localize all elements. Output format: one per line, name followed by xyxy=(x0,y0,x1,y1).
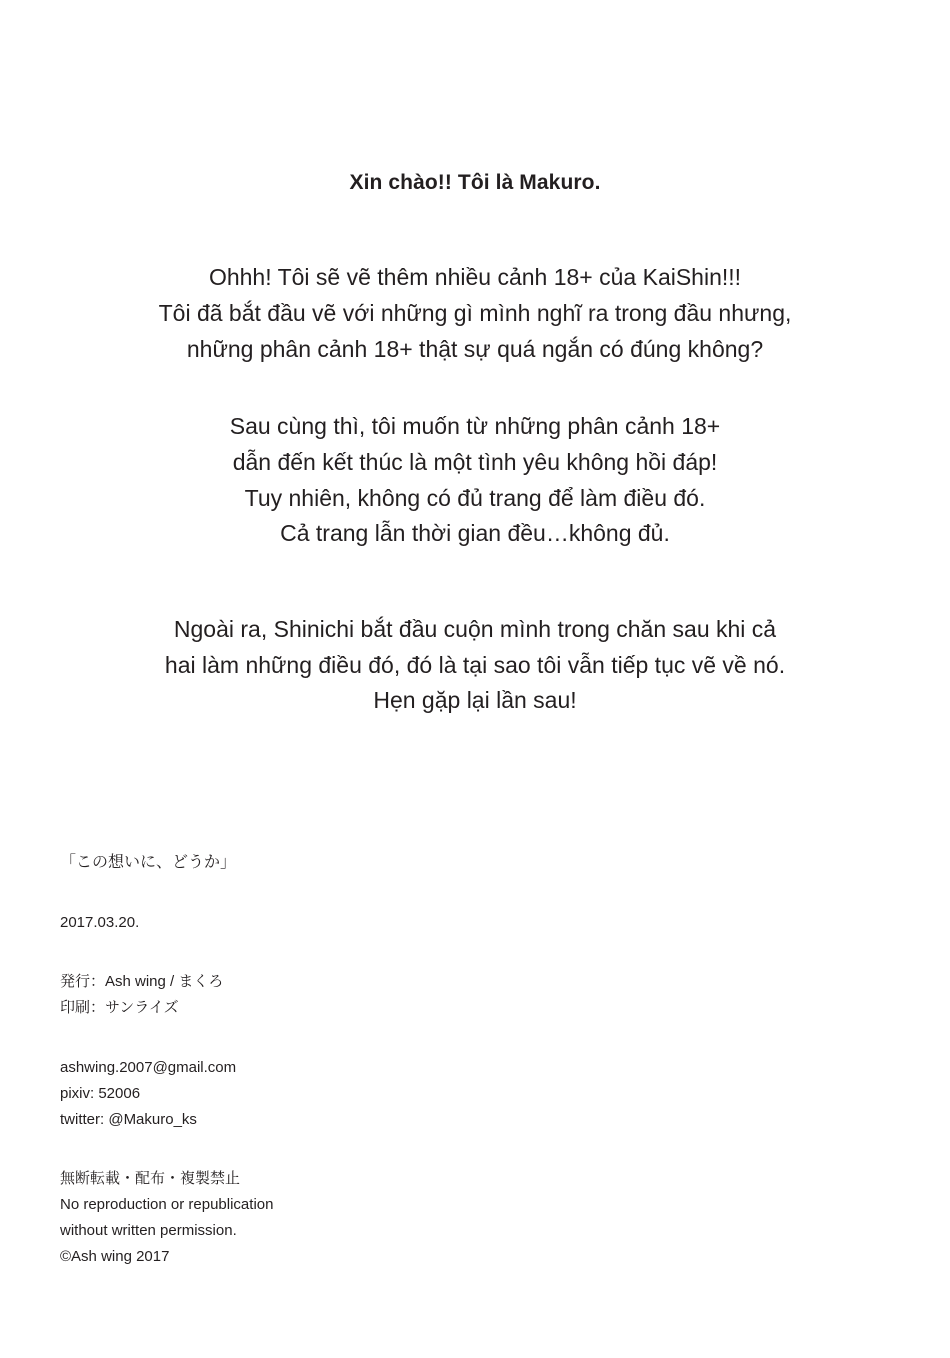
afterword-section xyxy=(0,168,950,719)
colophon-pixiv: pixiv: 52006 xyxy=(60,1084,141,1102)
afterword-line: Hẹn gặp lại lần sau! xyxy=(373,687,577,714)
afterword-line: dẫn đến kết thúc là một tình yêu không hồi đáp! xyxy=(232,449,718,475)
colophon-credits xyxy=(60,969,273,1021)
afterword-line: hai làm những điều đó, đó là tại sao tôi vẫn tiếp tục vẽ về nó. xyxy=(164,651,786,678)
afterword-line: Tuy nhiên, không có đủ trang để làm điều đó. xyxy=(244,484,706,511)
colophon-section xyxy=(60,852,273,1270)
afterword-line: Ngoài ra, Shinichi bắt đầu cuộn mình trong chăn sau khi cả xyxy=(173,615,777,642)
colophon-publisher: 発行：Ash wing / まくろ xyxy=(60,973,224,991)
afterword-paragraph-3 xyxy=(0,612,950,719)
afterword-line: Ohhh! Tôi sẽ vẽ thêm nhiều cảnh 18+ của KaiShin!!! xyxy=(208,264,742,291)
colophon-notice-line: 無断転載・配布・複製禁止 xyxy=(60,1170,241,1188)
colophon-notice-line: without written permission. xyxy=(60,1221,237,1239)
afterword-paragraph-1 xyxy=(0,260,950,367)
colophon-email: ashwing.2007@gmail.com xyxy=(60,1058,237,1076)
colophon-contacts xyxy=(60,1055,273,1132)
afterword-paragraph-2 xyxy=(0,409,950,552)
colophon-copyright-notice xyxy=(60,1166,273,1269)
afterword-line: Cả trang lẫn thời gian đều…không đủ. xyxy=(280,520,670,547)
afterword-line: Sau cùng thì, tôi muốn từ những phân cảnh 18+ xyxy=(229,413,721,440)
afterword-line: những phân cảnh 18+ thật sự quá ngắn có đúng không? xyxy=(186,335,764,362)
colophon-work-title: 「この想いに、どうか」 xyxy=(60,854,237,871)
afterword-line: Tôi đã bắt đầu vẽ với những gì mình nghĩ ra trong đầu nhưng, xyxy=(158,300,792,327)
colophon-twitter: twitter: @Makuro_ks xyxy=(60,1110,197,1128)
colophon-publication-date: 2017.03.20. xyxy=(60,914,140,932)
colophon-notice-line: No reproduction or republication xyxy=(60,1196,274,1214)
afterword-greeting: Xin chào!! Tôi là Makuro. xyxy=(349,171,601,194)
colophon-copyright-line: ©Ash wing 2017 xyxy=(60,1247,170,1265)
colophon-printer: 印刷：サンライズ xyxy=(60,999,179,1017)
